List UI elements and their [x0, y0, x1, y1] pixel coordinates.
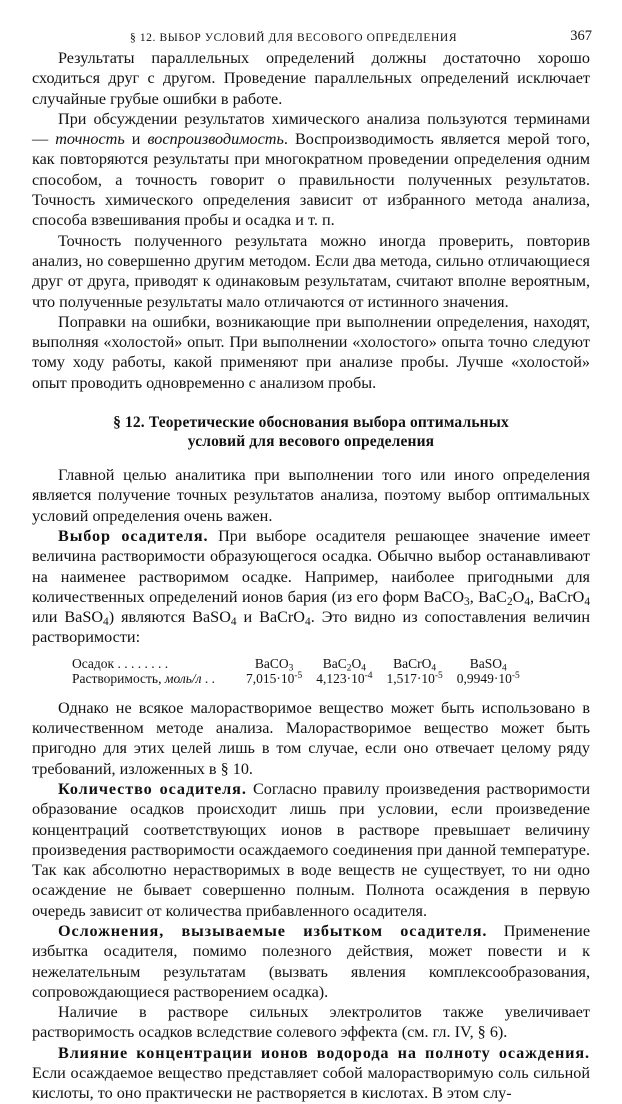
- paragraph-precipitant-choice: [32, 526, 590, 648]
- term-reproducibility: воспроизводимость: [147, 130, 284, 149]
- text-fragment: , BaCrO: [530, 587, 585, 606]
- compound-cell: $BaC_2O_4$: [322, 655, 366, 674]
- text-fragment: , BaC: [469, 587, 507, 606]
- paragraph-precipitant-amount: [32, 779, 590, 921]
- table-row: [72, 671, 534, 686]
- paragraph-blank-experiment: Поправки на ошибки, возникающие при выполнении определения, находят, выполняя «холостой» опыт. При выполнении «холостого» опыта точно следуют тому ходу работы, какой применяют при анализе пробы. Лучше «холостой» опыт проводить одновременно с анализом пробы.: [32, 312, 590, 392]
- solubility-cell: $7,015\cdot 10^{-5}$: [246, 670, 303, 686]
- running-header-title: § 12. ВЫБОР УСЛОВИЙ ДЛЯ ВЕСОВОГО ОПРЕДЕЛЕНИЯ: [130, 32, 458, 44]
- solubility-cell: $0,9949\cdot 10^{-5}$: [456, 670, 520, 686]
- text-fragment: и BaCrO: [236, 608, 306, 627]
- text-fragment: При выборе осадителя решающее значение имеет величина растворимости образующегося осадка. Обычно выбор останавливают на наименее растворимом осадке. Например, наиболее пригодными для количественных определений ионов бария (из его форм BaCO: [32, 526, 590, 606]
- solubility-cell: $4,123\cdot 10^{-4}$: [316, 670, 373, 686]
- subscript: 3: [464, 595, 470, 608]
- text-fragment: или BaSO: [32, 608, 104, 627]
- run-in-heading: Количество осадителя.: [58, 779, 247, 798]
- subscript: 4: [230, 615, 237, 628]
- text-fragment: O: [512, 587, 525, 606]
- paragraph-main-goal: Главной целью аналитика при выполнении того или иного определения является получение точных результатов анализа, поэтому выбор оптимальных условий определения очень важен.: [32, 466, 590, 525]
- book-page: [32, 24, 590, 1104]
- solubility-cell: $1,517\cdot 10^{-5}$: [386, 670, 443, 686]
- text-fragment: . Это видно из сопоставления величин растворимости:: [32, 608, 591, 647]
- paragraph-accuracy-reproducibility: [32, 109, 590, 231]
- subscript: 4: [305, 615, 311, 628]
- text-fragment: При обсуждении результатов химического анализа пользуются терминами —: [32, 109, 590, 149]
- text-fragment: ) являются BaSO: [108, 608, 231, 627]
- paragraph-excess-complications: [32, 921, 590, 1002]
- paragraph-verification: Точность полученного результата можно иногда проверить, повторив анализ, но совершенно другим методом. Если два метода, сильно отличающиеся друг от друга, приводят к одинаковым результатам, считают вполне вероятным, что полученные результаты мало отличаются от истинного значения.: [32, 231, 590, 311]
- run-in-heading: Выбор осадителя.: [58, 526, 209, 545]
- compound-cell: BaCO$_3$: [254, 655, 294, 674]
- paragraph-not-every-precipitate: Однако не всякое малорастворимое вещество может быть использовано в количественном методе анализа. Малорастворимое вещество может быть пригодно для этих целей лишь в том случае, если оно отвечает целому ряду требований, изложенных в § 10.: [32, 698, 590, 778]
- text-fragment: Применение избытка осадителя, помимо полезного действия, может повести и к нежелательным результатам (вызвать явления комплексообразования, сопровождающиеся растворением осадка).: [32, 921, 591, 1001]
- subscript: 4: [103, 615, 109, 628]
- compound-cell: BaSO$_4$: [469, 655, 507, 674]
- row-label-solubility: Растворимость, моль/л . .: [72, 670, 216, 686]
- text-fragment: и: [124, 130, 148, 149]
- running-header: [32, 24, 590, 48]
- row-label-precipitate: Осадок . . . . . . . .: [72, 655, 169, 671]
- subscript: 2: [506, 595, 513, 608]
- term-accuracy: точность: [55, 130, 125, 149]
- subscript: 4: [584, 595, 591, 608]
- text-fragment: Если осаждаемое вещество представляет собой малорастворимую соль сильной кислоты, то оно практически не растворяется в кислотах. В этом слу-: [32, 1064, 590, 1103]
- text-fragment: Согласно правилу произведения растворимости образование осадков происходит лишь при условии, если произведение концентраций соответствующих ионов в растворе превышает величину произведения растворимости осаждаемого соединения при данной температуре. Так как абсолютно нерастворимых в воде веществ не существует, то ни одно осаждение не бывает совершенно полным. Полнота осаждения в первую очередь зависит от количества прибавленного осадителя.: [32, 779, 590, 920]
- table-row: [72, 656, 534, 671]
- page-number: 367: [570, 28, 592, 44]
- subscript: 4: [524, 595, 530, 608]
- paragraph-parallel-results: Результаты параллельных определений должны достаточно хорошо сходиться друг с другом. Проведение параллельных определений исключает случайные грубые ошибки в работе.: [32, 49, 590, 108]
- text-fragment: . Воспроизводимость является мерой того, как повторяются результаты при многократном проведении определения одним способом, а точность говорит о правильности полученных результатов. Точность химического определения зависит от избранного метода анализа, способа взвешивания пробы и осадка и т. п.: [32, 130, 590, 230]
- run-in-heading: Осложнения, вызываемые избытком осадителя.: [58, 921, 488, 940]
- paragraph-hydrogen-ions: [32, 1043, 590, 1104]
- section-heading: [32, 413, 590, 451]
- compound-cell: BaCrO$_4$: [393, 655, 437, 674]
- section-heading-line-1: § 12. Теоретические обоснования выбора оптимальных: [113, 414, 509, 432]
- run-in-heading: Влияние концентрации ионов водорода на полноту осаждения.: [58, 1043, 590, 1062]
- solubility-table: [72, 656, 534, 686]
- section-heading-line-2: условий для весового определения: [187, 433, 435, 451]
- paragraph-salt-effect: Наличие в растворе сильных электролитов также увеличивает растворимость осадков вследствие солевого эффекта (см. гл. IV, § 6).: [32, 1003, 590, 1042]
